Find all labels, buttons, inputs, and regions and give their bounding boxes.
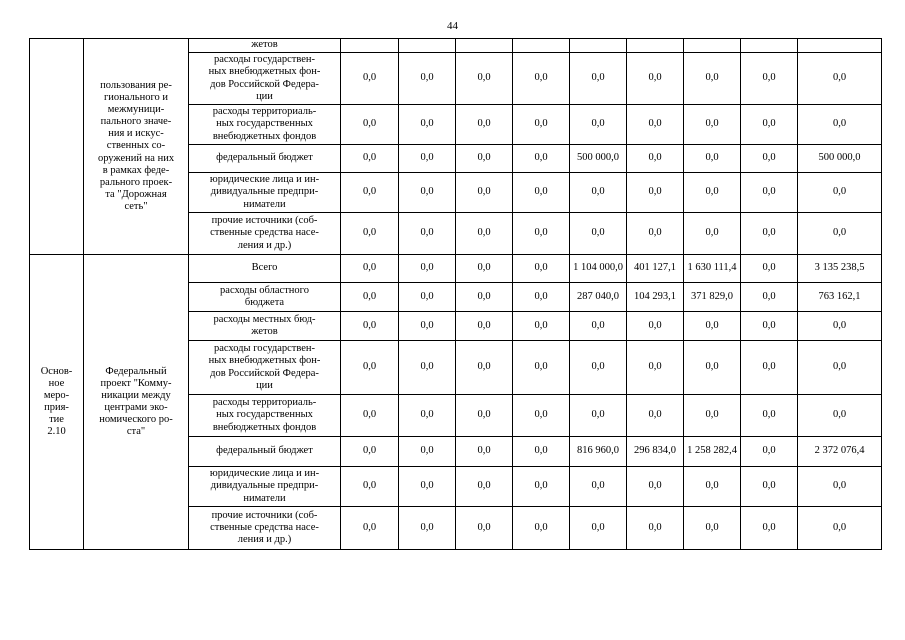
value-cell: 0,0	[684, 173, 741, 213]
funding-source-cell	[189, 395, 341, 437]
value-cell: 0,0	[741, 283, 798, 312]
value-cell: 0,0	[513, 145, 570, 173]
value-cell: 0,0	[570, 312, 627, 341]
value-cell: 0,0	[341, 395, 399, 437]
value-cell: 0,0	[627, 105, 684, 145]
value-cell: 0,0	[341, 312, 399, 341]
value-cell: 0,0	[627, 213, 684, 255]
total-value-cell: 763 162,1	[798, 283, 882, 312]
value-cell: 0,0	[456, 213, 513, 255]
text-line: ственные средства насе-	[210, 521, 319, 533]
text-line: гионального и	[104, 92, 168, 104]
text-line: оружений на них	[97, 152, 175, 164]
value-cell: 0,0	[456, 437, 513, 467]
total-value-cell	[798, 39, 882, 53]
value-cell: 0,0	[399, 312, 456, 341]
value-cell: 0,0	[741, 105, 798, 145]
value-cell	[570, 39, 627, 53]
value-cell: 0,0	[627, 341, 684, 395]
text-line: федеральный бюджет	[216, 445, 313, 457]
value-cell: 0,0	[513, 173, 570, 213]
funding-source-cell	[189, 255, 341, 283]
text-line: дивидуальные предпри-	[210, 480, 319, 492]
text-line: меро-	[43, 389, 70, 401]
funding-source-cell	[189, 173, 341, 213]
value-cell: 1 104 000,0	[570, 255, 627, 283]
value-cell: 0,0	[627, 467, 684, 507]
text-line: ния и искус-	[108, 128, 164, 140]
value-cell: 0,0	[341, 255, 399, 283]
value-cell: 0,0	[513, 395, 570, 437]
value-cell: 0,0	[341, 437, 399, 467]
funding-source-cell	[189, 105, 341, 145]
value-cell: 0,0	[741, 213, 798, 255]
text-line: дивидуальные предпри-	[210, 186, 319, 198]
text-line: ниматели	[243, 492, 286, 504]
text-line: Федеральный	[105, 365, 167, 377]
text-line: дов Российской Федера-	[210, 78, 319, 90]
value-cell: 0,0	[741, 507, 798, 550]
value-cell: 0,0	[513, 255, 570, 283]
text-line: сеть"	[124, 200, 148, 212]
value-cell: 0,0	[627, 312, 684, 341]
value-cell	[684, 39, 741, 53]
description-cell	[84, 255, 189, 550]
text-line: рального проек-	[99, 176, 173, 188]
value-cell: 0,0	[570, 213, 627, 255]
value-cell: 401 127,1	[627, 255, 684, 283]
value-cell: 0,0	[456, 341, 513, 395]
item-number-cell	[30, 39, 84, 255]
total-value-cell: 500 000,0	[798, 145, 882, 173]
value-cell: 371 829,0	[684, 283, 741, 312]
value-cell: 0,0	[513, 105, 570, 145]
value-cell: 0,0	[741, 312, 798, 341]
total-value-cell: 0,0	[798, 213, 882, 255]
text-line: пального значе-	[100, 116, 172, 128]
value-cell: 0,0	[341, 283, 399, 312]
table-row	[30, 255, 882, 283]
text-line: ных государственных	[216, 118, 313, 130]
value-cell: 0,0	[456, 255, 513, 283]
value-cell: 0,0	[741, 395, 798, 437]
item-number-cell	[30, 255, 84, 550]
text-line: прочие источники (соб-	[211, 509, 318, 521]
value-cell: 1 630 111,4	[684, 255, 741, 283]
value-cell: 0,0	[684, 213, 741, 255]
text-line: центрами эко-	[104, 402, 168, 413]
total-value-cell: 0,0	[798, 312, 882, 341]
text-line: расходы областного	[220, 284, 309, 296]
value-cell: 0,0	[570, 341, 627, 395]
text-line: ственные средства насе-	[210, 227, 319, 239]
text-line: дов Российской Федера-	[210, 367, 319, 379]
text-line: ное	[48, 377, 65, 389]
value-cell: 1 258 282,4	[684, 437, 741, 467]
value-cell	[741, 39, 798, 53]
value-cell: 0,0	[741, 467, 798, 507]
value-cell: 0,0	[341, 341, 399, 395]
page-number: 44	[447, 20, 458, 32]
text-line: расходы государствен-	[213, 54, 316, 66]
value-cell: 0,0	[627, 53, 684, 105]
value-cell: 0,0	[741, 173, 798, 213]
text-line: ных государственных	[216, 409, 313, 421]
value-cell: 104 293,1	[627, 283, 684, 312]
text-line: ных внебюджетных фон-	[208, 66, 321, 78]
funding-source-cell	[189, 39, 341, 53]
total-value-cell: 3 135 238,5	[798, 255, 882, 283]
funding-source-cell	[189, 312, 341, 341]
budget-table	[29, 38, 882, 550]
value-cell: 0,0	[399, 283, 456, 312]
text-line: внебюджетных фондов	[212, 421, 317, 433]
value-cell: 0,0	[513, 437, 570, 467]
value-cell: 0,0	[684, 467, 741, 507]
text-line: ления и др.)	[237, 239, 292, 251]
value-cell: 0,0	[570, 173, 627, 213]
value-cell: 0,0	[570, 53, 627, 105]
text-line: Всего	[251, 262, 278, 274]
total-value-cell: 0,0	[798, 467, 882, 507]
funding-source-cell	[189, 507, 341, 550]
value-cell	[627, 39, 684, 53]
funding-source-cell	[189, 145, 341, 173]
total-value-cell: 0,0	[798, 53, 882, 105]
text-line: бюджета	[244, 297, 285, 308]
value-cell: 0,0	[684, 395, 741, 437]
value-cell: 0,0	[456, 145, 513, 173]
text-line: жетов	[251, 326, 278, 337]
value-cell	[456, 39, 513, 53]
text-line: та "Дорожная	[105, 188, 167, 200]
value-cell: 0,0	[456, 105, 513, 145]
text-line: расходы местных бюд-	[213, 313, 316, 325]
value-cell: 0,0	[684, 53, 741, 105]
text-line: ственных со-	[106, 140, 166, 152]
value-cell: 0,0	[684, 312, 741, 341]
total-value-cell: 2 372 076,4	[798, 437, 882, 467]
funding-source-cell	[189, 467, 341, 507]
text-line: федеральный бюджет	[216, 152, 313, 164]
value-cell: 0,0	[627, 145, 684, 173]
text-line: расходы территориаль-	[212, 397, 317, 409]
value-cell: 0,0	[513, 53, 570, 105]
value-cell: 0,0	[399, 395, 456, 437]
value-cell: 0,0	[456, 173, 513, 213]
description-cell	[84, 39, 189, 255]
value-cell: 0,0	[399, 213, 456, 255]
text-line: в рамках феде-	[102, 164, 170, 176]
text-line: тие	[49, 414, 64, 426]
funding-source-cell	[189, 283, 341, 312]
text-line: юридические лица и ин-	[209, 468, 320, 480]
value-cell: 0,0	[513, 467, 570, 507]
value-cell: 0,0	[456, 53, 513, 105]
value-cell: 0,0	[399, 255, 456, 283]
text-line: расходы территориаль-	[212, 106, 317, 118]
value-cell: 0,0	[513, 312, 570, 341]
value-cell: 0,0	[456, 467, 513, 507]
value-cell: 0,0	[341, 467, 399, 507]
funding-source-cell	[189, 53, 341, 105]
value-cell: 0,0	[741, 53, 798, 105]
text-line: внебюджетных фондов	[212, 130, 317, 142]
value-cell	[399, 39, 456, 53]
value-cell: 0,0	[513, 341, 570, 395]
text-line: межмуници-	[107, 104, 165, 116]
value-cell: 0,0	[341, 53, 399, 105]
text-line: ции	[256, 379, 273, 391]
value-cell: 816 960,0	[570, 437, 627, 467]
funding-source-cell	[189, 341, 341, 395]
text-line: пользования ре-	[100, 80, 172, 92]
value-cell: 0,0	[341, 507, 399, 550]
value-cell	[341, 39, 399, 53]
value-cell: 0,0	[341, 173, 399, 213]
value-cell: 0,0	[684, 341, 741, 395]
total-value-cell: 0,0	[798, 341, 882, 395]
value-cell: 0,0	[513, 213, 570, 255]
funding-source-cell	[189, 437, 341, 467]
value-cell: 0,0	[341, 213, 399, 255]
value-cell: 0,0	[741, 437, 798, 467]
value-cell: 0,0	[513, 507, 570, 550]
text-line: 2.10	[47, 426, 66, 438]
value-cell: 0,0	[741, 145, 798, 173]
value-cell: 0,0	[399, 145, 456, 173]
value-cell	[513, 39, 570, 53]
text-line: Основ-	[40, 365, 73, 377]
value-cell: 0,0	[399, 507, 456, 550]
value-cell: 0,0	[570, 395, 627, 437]
text-line: ления и др.)	[237, 534, 292, 546]
value-cell: 296 834,0	[627, 437, 684, 467]
value-cell: 0,0	[684, 507, 741, 550]
value-cell: 0,0	[341, 105, 399, 145]
value-cell: 0,0	[399, 437, 456, 467]
text-line: расходы государствен-	[213, 343, 316, 355]
value-cell: 0,0	[741, 255, 798, 283]
value-cell: 0,0	[627, 395, 684, 437]
value-cell: 287 040,0	[570, 283, 627, 312]
value-cell: 0,0	[570, 467, 627, 507]
text-line: жетов	[251, 39, 278, 51]
value-cell: 0,0	[627, 173, 684, 213]
text-line: ста"	[126, 426, 146, 438]
value-cell: 0,0	[341, 145, 399, 173]
value-cell: 0,0	[570, 507, 627, 550]
funding-source-cell	[189, 213, 341, 255]
value-cell: 0,0	[513, 283, 570, 312]
value-cell: 0,0	[741, 341, 798, 395]
total-value-cell: 0,0	[798, 395, 882, 437]
value-cell: 0,0	[456, 283, 513, 312]
value-cell: 0,0	[399, 105, 456, 145]
table-row	[30, 39, 882, 53]
text-line: ниматели	[243, 198, 286, 210]
value-cell: 0,0	[456, 312, 513, 341]
value-cell: 0,0	[684, 145, 741, 173]
text-line: ции	[256, 90, 273, 102]
value-cell: 0,0	[399, 467, 456, 507]
text-line: номического ро-	[99, 414, 173, 426]
total-value-cell: 0,0	[798, 173, 882, 213]
total-value-cell: 0,0	[798, 507, 882, 550]
text-line: ных внебюджетных фон-	[208, 355, 321, 367]
value-cell: 0,0	[399, 53, 456, 105]
value-cell: 0,0	[456, 507, 513, 550]
text-line: никации между	[101, 389, 171, 401]
value-cell: 0,0	[570, 105, 627, 145]
value-cell: 0,0	[684, 105, 741, 145]
text-line: прия-	[44, 402, 69, 413]
value-cell: 0,0	[399, 341, 456, 395]
text-line: юридические лица и ин-	[209, 174, 320, 186]
value-cell: 0,0	[456, 395, 513, 437]
value-cell: 0,0	[399, 173, 456, 213]
text-line: проект "Комму-	[100, 377, 172, 389]
value-cell: 500 000,0	[570, 145, 627, 173]
value-cell: 0,0	[627, 507, 684, 550]
text-line: прочие источники (соб-	[211, 215, 318, 227]
total-value-cell: 0,0	[798, 105, 882, 145]
